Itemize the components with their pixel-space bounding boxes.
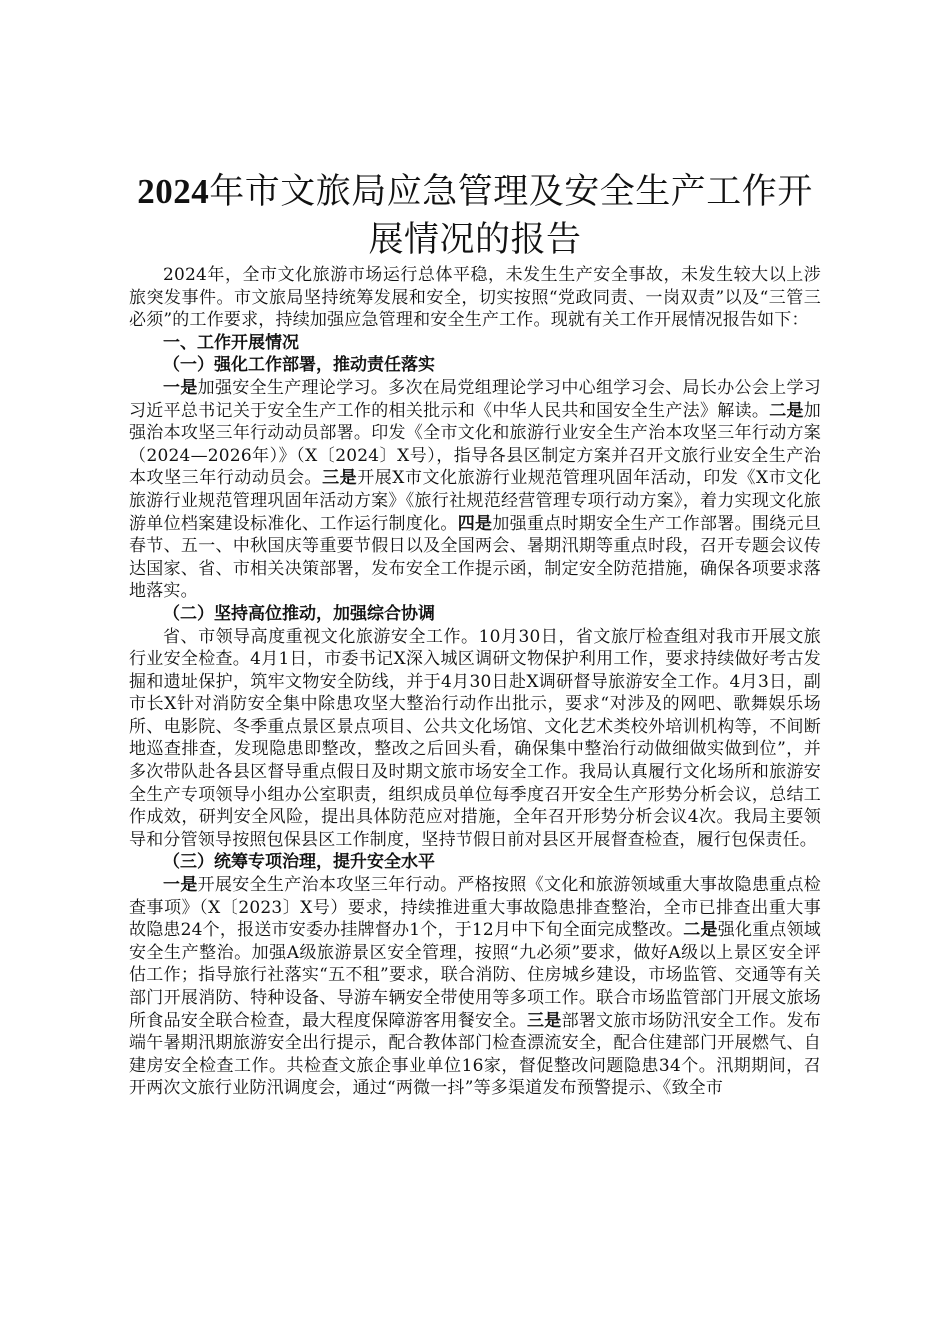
point-4-key: 四是	[457, 513, 493, 534]
paragraph-1	[129, 377, 821, 603]
point-4-text: 加强重点时期安全生产工作部署。围绕元旦春节、五一、中秋国庆等重要节假日以及全国两会、暑期汛期等重点时段，召开专题会议传达国家、省、市相关决策部署，发布安全工作提示函，制定安全防范措施，确保各项要求落地落实。	[129, 513, 821, 602]
point-2-key: 二是	[769, 400, 804, 421]
paragraph-2: 省、市领导高度重视文化旅游安全工作。10月30日，省文旅厅检查组对我市开展文旅行业安全检查。4月1日，市委书记X深入城区调研文物保护利用工作，要求持续做好考古发掘和遗址保护，筑牢文物安全防线，并于4月30日赴X调研督导旅游安全工作。4月3日，副市长X针对消防安全集中除患攻坚大整治行动作出批示，要求“对涉及的网吧、歌舞娱乐场所、电影院、冬季重点景区景点项目、公共文化场馆、文化艺术类校外培训机构等，不间断地巡查排查，发现隐患即整改，整改之后回头看，确保集中整治行动做细做实做到位”，并多次带队赴各县区督导重点假日及时期文旅市场安全工作。我局认真履行文化场所和旅游安全生产专项领导小组办公室职责，组织成员单位每季度召开安全生产形势分析会议，总结工作成效，研判安全风险，提出具体防范应对措施，全年召开形势分析会议4次。我局主要领导和分管领导按照包保县区工作制度，坚持节假日前对县区开展督查检查，履行包保责任。	[129, 626, 821, 850]
subsection-heading-1: （一）强化工作部署，推动责任落实	[163, 355, 435, 376]
document-page	[129, 168, 821, 1100]
item-3-key: 三是	[526, 1010, 562, 1031]
document-title	[129, 168, 821, 264]
intro-paragraph: 2024年，全市文化旅游市场运行总体平稳，未发生生产安全事故，未发生较大以上涉旅突发事件。市文旅局坚持统筹发展和安全，切实按照“党政同责、一岗双责”以及“三管三必须”的工作要求，持续加强应急管理和安全生产工作。现就有关工作开展情况报告如下：	[129, 265, 821, 331]
title-year: 2024	[137, 172, 210, 211]
item-2-text: 强化重点领域安全生产整治。加强A级旅游景区安全管理，按照“九必须”要求，做好A级以上景区安全评估工作；指导旅行社落实“五不租”要求，联合消防、住房城乡建设，市场监管、交通等有关部门开展消防、特种设备、导游车辆安全带使用等多项工作。联合市场监管部门开展文旅场所食品安全联合检查，最大程度保障游客用餐安全。	[129, 920, 821, 1031]
point-2-text: 加强治本攻坚三年行动动员部署。印发《全市文化和旅游行业安全生产治本攻坚三年行动方案（2024—2026年）》（X〔2024〕X号），指导各县区制定方案并召开文旅行业安全生产治本攻坚三年行动动员会。	[129, 400, 821, 489]
point-3-text: 开展X市文化旅游行业规范管理巩固年活动，印发《X市文化旅游行业规范管理巩固年活动方案》《旅行社规范经营管理专项行动方案》，着力实现文化旅游单位档案建设标准化、工作运行制度化。	[129, 468, 821, 534]
point-1-key: 一是	[163, 377, 198, 398]
point-1-text: 加强安全生产理论学习。多次在局党组理论学习中心组学习会、局长办公会上学习习近平总书记关于安全生产工作的相关批示和《中华人民共和国安全生产法》解读。	[129, 377, 821, 421]
subsection-heading-3: （三）统筹专项治理，提升安全水平	[163, 852, 435, 873]
item-2-key: 二是	[683, 920, 718, 941]
item-1-key: 一是	[163, 875, 198, 896]
paragraph-3	[129, 874, 821, 1100]
subsection-heading-2: （二）坚持高位推动，加强综合协调	[163, 603, 435, 624]
title-text: 年市文旅局应急管理及安全生产工作开展情况的报告	[209, 172, 813, 260]
section-heading-1: 一、工作开展情况	[163, 332, 299, 353]
item-3-text: 部署文旅市场防汛安全工作。发布端午暑期汛期旅游安全出行提示，配合教体部门检查漂流安全，配合住建部门开展燃气、自建房安全检查工作。共检查文旅企事业单位16家，督促整改问题隐患34个。汛期期间，召开两次文旅行业防汛调度会，通过“两微一抖”等多渠道发布预警提示、《致全市	[129, 1010, 821, 1099]
item-1-text: 开展安全生产治本攻坚三年行动。严格按照《文化和旅游领域重大事故隐患重点检查事项》（X〔2023〕X号）要求，持续推进重大事故隐患排查整治，全市已排查出重大事故隐患24个，报送市安委办挂牌督办1个，于12月中下旬全面完成整改。	[129, 875, 821, 941]
point-3-key: 三是	[322, 468, 358, 489]
